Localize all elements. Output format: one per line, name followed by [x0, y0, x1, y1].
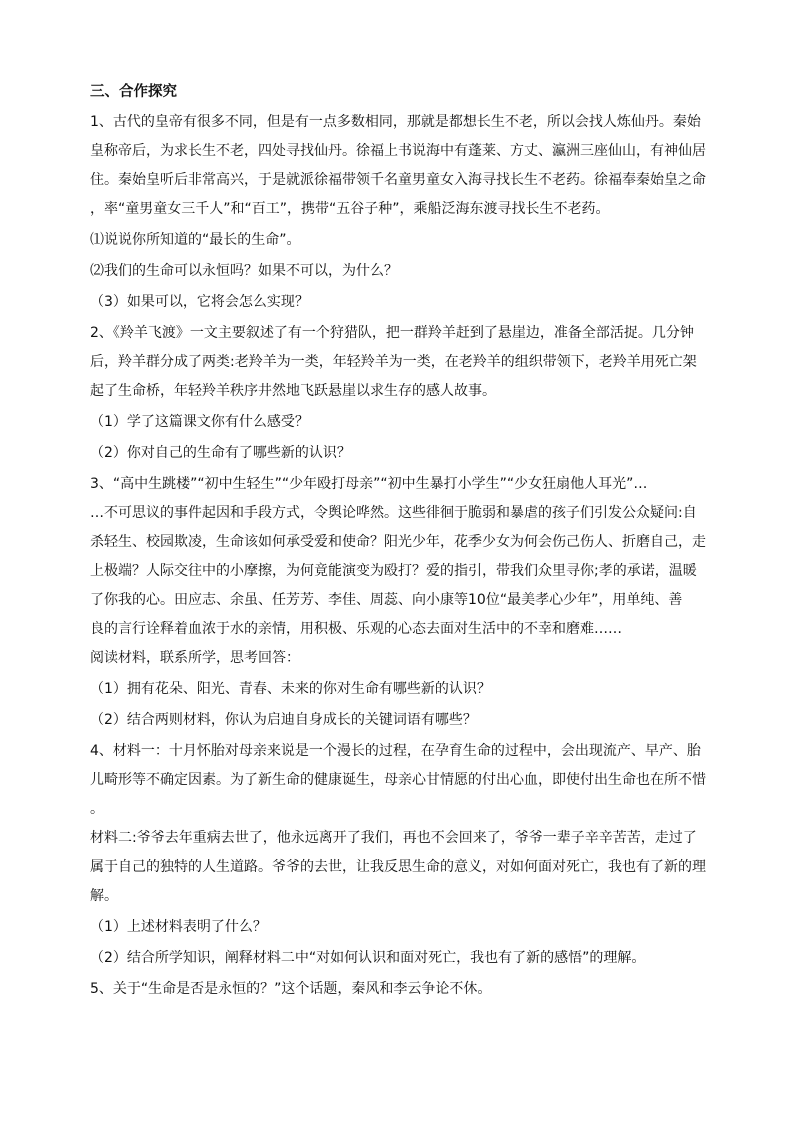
question-2-text	[90, 319, 704, 406]
text-line: 了你我的心。田应志、余虽、任芳芳、李佳、周蕊、向小康等10位“最美孝心少年”，用单纯、善	[90, 592, 683, 608]
sub-question: （2）你对自己的生命有了哪些新的认识？	[90, 445, 351, 461]
sub-question: （1）拥有花朵、阳光、青春、未来的你对生命有哪些新的认识？	[90, 681, 491, 697]
text-line: 。	[90, 801, 104, 817]
sub-question: （1）学了这篇课文你有什么感受？	[90, 414, 309, 430]
sub-question: （2）结合所学知识，阐释材料二中“对如何认识和面对死亡，我也有了新的感悟”的理解。	[90, 950, 646, 966]
question-1	[90, 108, 704, 317]
question-3	[90, 470, 704, 735]
question-4-text	[90, 737, 704, 911]
question-3-text	[90, 470, 704, 673]
question-5	[90, 975, 704, 1004]
sub-question: （3）如果可以，它将会怎么实现？	[90, 294, 309, 310]
text-line: 3、“高中生跳楼”“初中生轻生”“少年殴打母亲”“初中生暴打小学生”“少女狂扇他人耳光”…	[90, 476, 648, 492]
worksheet-page	[90, 78, 704, 1004]
text-line: 良的言行诠释着血浓于水的亲情，用积极、乐观的心态去面对生活中的不幸和磨难……	[90, 621, 622, 637]
sub-question: （2）结合两则材料，你认为启迪自身成长的关键词语有哪些？	[90, 712, 477, 728]
text-line: 后，羚羊群分成了两类:老羚羊为一类，年轻羚羊为一类，在老羚羊的组织带领下，老羚羊用死亡架	[90, 354, 697, 370]
text-line: 皇称帝后，为求长生不老，四处寻找仙丹。徐福上书说海中有蓬莱、方丈、瀛洲三座仙山，有神仙居	[90, 143, 706, 159]
sub-question: ⑴说说你所知道的“最长的生命”。	[90, 232, 301, 248]
text-line: 属于自己的独特的人生道路。爷爷的去世，让我反思生命的意义，对如何面对死亡，我也有了新的理	[90, 859, 706, 875]
text-line: 起了生命桥，年轻羚羊秩序井然地飞跃悬崖以求生存的感人故事。	[90, 383, 496, 399]
text-line: 上极端？人际交往中的小摩擦，为何竟能演变为殴打？爱的指引，带我们众里寻你;孝的承诺，温暖	[90, 563, 697, 579]
text-line: 材料二:爷爷去年重病去世了，他永远离开了我们，再也不会回来了，爷爷一辈子辛辛苦苦，走过了	[90, 830, 697, 846]
text-line: 2、《羚羊飞渡》一文主要叙述了有一个狩猎队，把一群羚羊赶到了悬崖边，准备全部活捉。几分钟	[90, 325, 694, 341]
section-title: 三、合作探究	[90, 84, 177, 100]
text-line: 1、古代的皇帝有很多不同，但是有一点多数相同，那就是都想长生不老，所以会找人炼仙丹。秦始	[90, 114, 701, 130]
text-line: 杀轻生、校园欺凌，生命该如何承受爱和使命？阳光少年，花季少女为何会伤己伤人、折磨自己，走	[90, 534, 706, 550]
text-line: 住。秦始皇听后非常高兴，于是就派徐福带领千名童男童女入海寻找长生不老药。徐福奉秦始皇之命	[90, 172, 706, 188]
text-line: 4、材料一：十月怀胎对母亲来说是一个漫长的过程，在孕育生命的过程中，会出现流产、早产、胎	[90, 743, 701, 759]
question-5-text	[90, 975, 704, 1004]
text-line: 阅读材料，联系所学，思考回答：	[90, 650, 300, 666]
text-line: 5、关于“生命是否是永恒的？”这个话题，秦风和李云争论不休。	[90, 981, 492, 997]
question-4	[90, 737, 704, 973]
text-line: ，率“童男童女三千人”和“百工”，携带“五谷子种”，乘船泛海东渡寻找长生不老药。	[90, 201, 610, 217]
sub-question: （1）上述材料表明了什么？	[90, 919, 267, 935]
question-1-text	[90, 108, 704, 224]
sub-question: ⑵我们的生命可以永恒吗？如果不可以，为什么？	[90, 263, 398, 279]
text-line: …不可思议的事件起因和手段方式，令舆论哗然。这些徘徊于脆弱和暴虐的孩子们引发公众疑问:自	[90, 505, 697, 521]
text-line: 儿畸形等不确定因素。为了新生命的健康诞生，母亲心甘情愿的付出心血，即使付出生命也在所不惜	[90, 772, 706, 788]
text-line: 解。	[90, 888, 118, 904]
question-2	[90, 319, 704, 468]
